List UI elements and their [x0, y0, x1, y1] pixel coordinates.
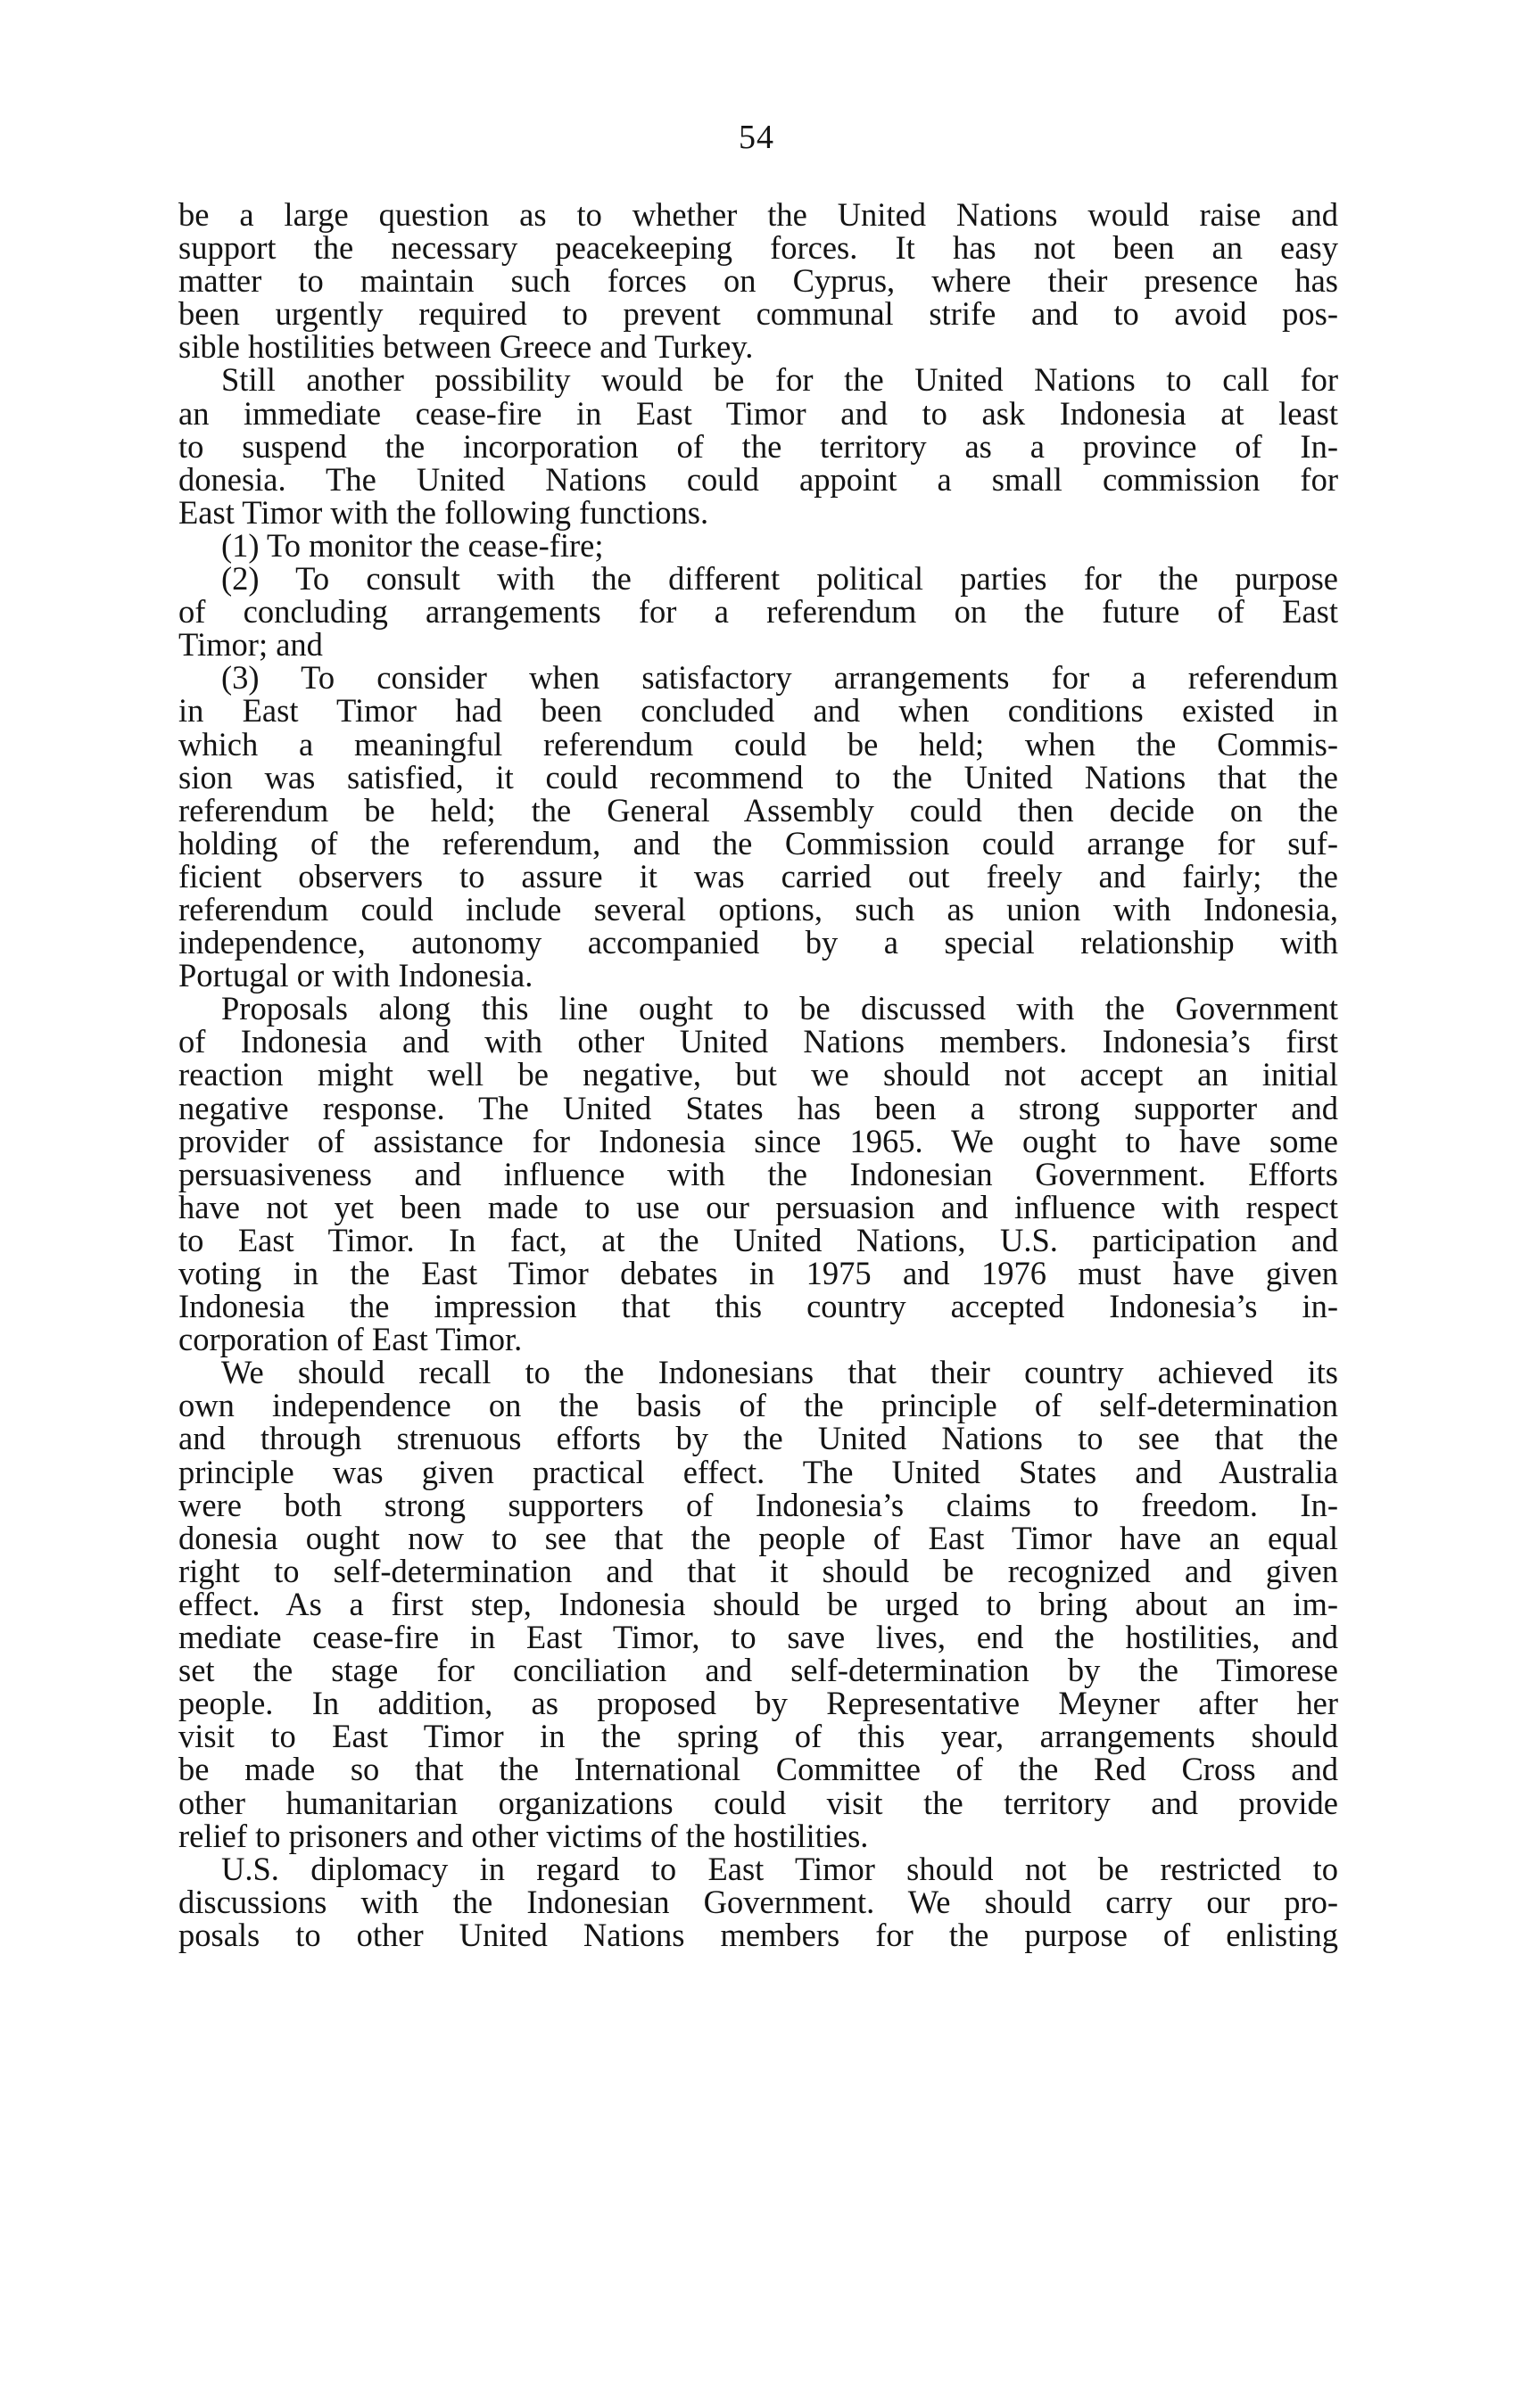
text-line: of Indonesia and with other United Nations members. Indonesia’s first	[178, 1023, 1338, 1060]
text-line: an immediate cease-fire in East Timor and to ask Indonesia at least	[178, 394, 1338, 432]
text-line: been urgently required to prevent communal strife and to avoid pos-	[178, 295, 1338, 333]
text-line: effect. As a first step, Indonesia should be urged to bring about an im-	[178, 1585, 1338, 1622]
paragraph-first-line: Proposals along this line ought to be discussed with the Government	[221, 990, 1338, 1027]
text-line: discussions with the Indonesian Government. We should carry our pro-	[178, 1883, 1338, 1920]
text-line: posals to other United Nations members for the purpose of enlisting	[178, 1916, 1338, 1953]
text-line: persuasiveness and influence with the Indonesian Government. Efforts	[178, 1155, 1338, 1192]
text-line: Indonesia the impression that this country accepted Indonesia’s in-	[178, 1288, 1338, 1325]
text-line: voting in the East Timor debates in 1975 and 1976 must have given	[178, 1255, 1338, 1291]
text-line: own independence on the basis of the principle of self-determination	[178, 1387, 1338, 1424]
paragraph-first-line: Still another possibility would be for the United Nations to call for	[221, 361, 1338, 399]
text-line: be made so that the International Committee of the Red Cross and	[178, 1751, 1338, 1788]
text-line: have not yet been made to use our persuasion and influence with respect	[178, 1188, 1338, 1225]
text-line: referendum be held; the General Assembly could then decide on the	[178, 791, 1338, 829]
text-line: referendum could include several options, such as union with Indonesia,	[178, 890, 1338, 928]
text-line: to suspend the incorporation of the territory as a province of In-	[178, 427, 1338, 465]
text-line: provider of assistance for Indonesia since 1965. We ought to have some	[178, 1122, 1338, 1159]
text-line: independence, autonomy accompanied by a special relationship with	[178, 924, 1338, 961]
text-line: negative response. The United States has been a strong supporter and	[178, 1089, 1338, 1126]
text-line: sion was satisfied, it could recommend to the United Nations that the	[178, 758, 1338, 796]
text-line: corporation of East Timor.	[178, 1321, 523, 1358]
text-line: to East Timor. In fact, at the United Nations, U.S. participation and	[178, 1221, 1338, 1258]
body-text	[178, 198, 1338, 1951]
text-line: other humanitarian organizations could visit the territory and provide	[178, 1784, 1338, 1821]
paragraph-first-line: We should recall to the Indonesians that their country achieved its	[221, 1354, 1338, 1391]
text-line: principle was given practical effect. The United States and Australia	[178, 1453, 1338, 1490]
text-line: people. In addition, as proposed by Representative Meyner after her	[178, 1685, 1338, 1722]
paragraph-first-line: U.S. diplomacy in regard to East Timor should not be restricted to	[221, 1850, 1338, 1887]
text-line: in East Timor had been concluded and when conditions existed in	[178, 692, 1338, 730]
text-line: donesia. The United Nations could appoint a small commission for	[178, 460, 1338, 498]
text-line: mediate cease-fire in East Timor, to save lives, end the hostilities, and	[178, 1619, 1338, 1656]
text-line: were both strong supporters of Indonesia’s claims to freedom. In-	[178, 1486, 1338, 1523]
text-line: visit to East Timor in the spring of this year, arrangements should	[178, 1718, 1338, 1755]
text-line: Timor; and	[178, 626, 323, 664]
list-item-2: (2) To consult with the different political parties for the purpose	[221, 560, 1338, 598]
text-line: Portugal or with Indonesia.	[178, 957, 533, 994]
text-line: support the necessary peacekeeping forces. It has not been an easy	[178, 229, 1338, 267]
text-line: set the stage for conciliation and self-determination by the Timorese	[178, 1652, 1338, 1689]
text-line: reaction might well be negative, but we should not accept an initial	[178, 1056, 1338, 1093]
text-line: donesia ought now to see that the people of East Timor have an equal	[178, 1519, 1338, 1556]
list-item-1: (1) To monitor the cease-fire;	[221, 526, 604, 564]
text-line: and through strenuous efforts by the United Nations to see that the	[178, 1420, 1338, 1457]
text-line: matter to maintain such forces on Cyprus, where their presence has	[178, 262, 1338, 300]
text-line: ficient observers to assure it was carried out freely and fairly; the	[178, 857, 1338, 895]
text-line: be a large question as to whether the United Nations would raise and	[178, 196, 1338, 233]
list-item-3: (3) To consider when satisfactory arrangements for a referendum	[221, 659, 1338, 697]
text-line: which a meaningful referendum could be held; when the Commis-	[178, 725, 1338, 763]
text-line: of concluding arrangements for a referendum on the future of East	[178, 593, 1338, 631]
page-number: 54	[739, 119, 774, 156]
text-line: sible hostilities between Greece and Turkey.	[178, 328, 754, 366]
text-line: relief to prisoners and other victims of the hostilities.	[178, 1817, 869, 1854]
text-line: holding of the referendum, and the Commission could arrange for suf-	[178, 824, 1338, 862]
text-line: East Timor with the following functions.	[178, 493, 709, 531]
text-line: right to self-determination and that it should be recognized and given	[178, 1552, 1338, 1589]
